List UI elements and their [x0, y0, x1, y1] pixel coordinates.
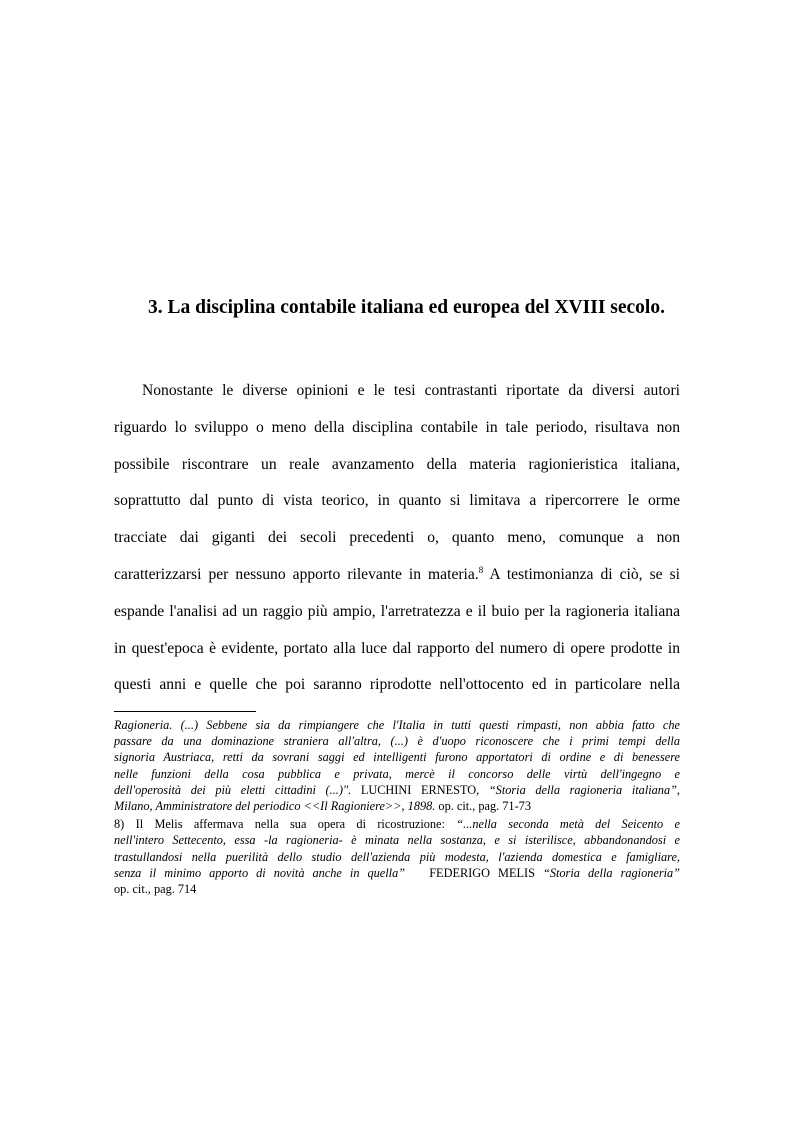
footnote-line — [114, 798, 680, 814]
footnote-title: “Storia della ragioneria” — [543, 865, 681, 880]
footnote-quote: Milano, Amministratore del periodico <<Il Ragioniere>>, 1898. — [114, 798, 436, 813]
body-paragraph — [114, 373, 680, 704]
body-line — [114, 557, 680, 594]
footnote-reference-text: op. cit., pag. 714 — [114, 881, 197, 896]
body-line: espande l'analisi ad un raggio più ampio, l'arretratezza e il buio per la ragioneria italiana — [114, 602, 680, 620]
footnote-quote: senza il minimo apporto di novità anche in quella” — [114, 865, 406, 880]
footnote-line — [114, 749, 680, 765]
footnote-line — [114, 766, 680, 782]
footnote-number: 8) — [114, 817, 125, 832]
body-line: tracciate dai giganti dei secoli precedenti o, quanto meno, comunque a non — [114, 529, 680, 547]
footnote-quote: nelle funzioni della cosa pubblica e privata, mercè il concorso delle virtù dell'ingegno e — [114, 766, 680, 781]
footnote-line — [114, 782, 680, 798]
footnote-author: FEDERIGO MELIS — [429, 865, 535, 880]
footnote-line — [114, 733, 680, 749]
footnote-quote: signoria Austriaca, retti da sovrani saggi ed intelligenti furono apportatori di ordine e di benessere — [114, 750, 680, 765]
section-heading: 3. La disciplina contabile italiana ed europea del XVIII secolo. — [148, 297, 665, 318]
footnote-quote: “...nella seconda metà del Seicento e — [456, 817, 681, 832]
body-line: Nonostante le diverse opinioni e le tesi contrastanti riportate da diversi autori — [142, 382, 680, 399]
body-text-segment: caratterizzarsi per nessuno apporto rilevante in materia. — [114, 565, 479, 583]
footnote-quote: Ragioneria. (...) Sebbene sia da rimpiangere che l'Italia in tutti questi rimpasti, non abbia fatto che — [114, 718, 680, 732]
footnote-reference[interactable]: 8 — [478, 564, 484, 575]
footnote-intro: Il Melis affermava nella sua opera di ricostruzione: — [135, 817, 445, 832]
footnote-line — [114, 881, 680, 897]
footnote-author: LUCHINI ERNESTO, — [360, 782, 480, 797]
footnote-reference-text: op. cit., pag. 71-73 — [438, 798, 531, 813]
footnote-line — [114, 816, 680, 832]
footnote-line — [114, 832, 680, 848]
footnote-line — [114, 865, 680, 881]
footnote-quote: dell'operosità dei più eletti cittadini (...)". — [114, 782, 352, 797]
footnote-line — [114, 849, 680, 865]
body-text-segment: A testimonianza di ciò, se si — [489, 565, 681, 583]
body-line: riguardo lo sviluppo o meno della disciplina contabile in tale periodo, risultava non — [114, 418, 680, 436]
footnotes — [114, 717, 680, 897]
footnote-line — [114, 717, 680, 733]
footnote-quote: passare da una dominazione straniera all'altra, (...) è d'uopo riconoscere che i primi tempi della — [114, 734, 680, 749]
footnote-quote: trastullandosi nella puerilità dello studio dell'azienda più modesta, l'azienda domestica e famigliare, — [114, 849, 680, 864]
body-line: in quest'epoca è evidente, portato alla luce dal rapporto del numero di opere prodotte in — [114, 639, 680, 657]
body-line: possibile riscontrare un reale avanzamento della materia ragionieristica italiana, — [114, 455, 680, 473]
body-line: soprattutto dal punto di vista teorico, in quanto si limitava a ripercorrere le orme — [114, 492, 680, 510]
footnote-title: “Storia della ragioneria italiana”, — [488, 782, 681, 797]
body-line: questi anni e quelle che poi saranno riprodotte nell'ottocento ed in particolare nella — [114, 676, 680, 694]
footnote-separator — [114, 711, 256, 712]
footnote-quote: nell'intero Settecento, essa -la ragioneria- è minata nella sostanza, e si isterilisce, abbandonandosi e — [114, 833, 680, 848]
